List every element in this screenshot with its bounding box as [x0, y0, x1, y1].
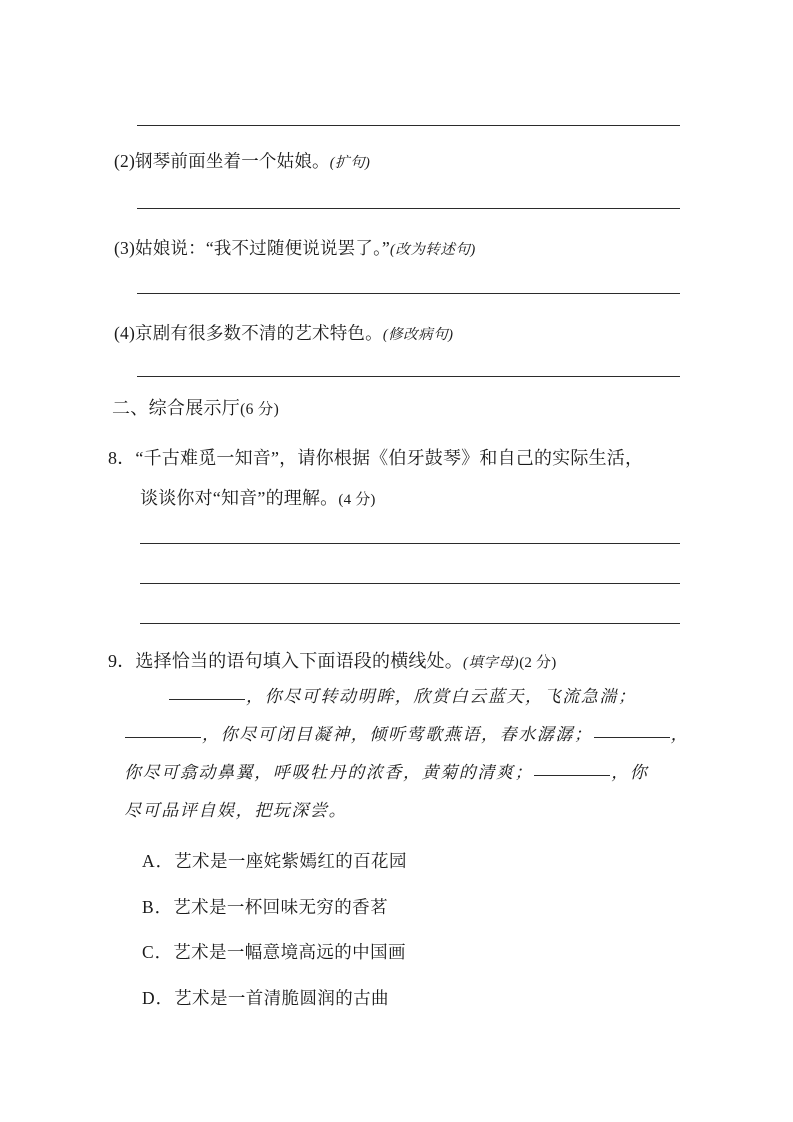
- question-item-4: [114, 325, 454, 343]
- question-9-stem: 选择恰当的语句填入下面语段的横线处。: [135, 651, 464, 671]
- answer-rule[interactable]: [137, 376, 680, 377]
- question-item-4-hint: (修改病句): [382, 327, 454, 343]
- question-9-hint: (填字母): [463, 655, 520, 671]
- question-8-score: (4 分): [338, 492, 376, 508]
- passage-text: ，你尽可转动明眸，欣赏白云蓝天，飞流急湍；: [246, 687, 637, 706]
- option-c-label: C．: [142, 942, 174, 962]
- section-heading-two-label: 二、综合展示厅: [112, 398, 241, 418]
- passage-blank[interactable]: [169, 699, 245, 700]
- question-8-continuation: [140, 489, 376, 508]
- question-9-passage-line-3: [124, 764, 648, 781]
- passage-blank[interactable]: [534, 775, 610, 776]
- option-a-label: A．: [142, 851, 175, 871]
- option-d-text: 艺术是一首清脆圆润的古曲: [174, 988, 389, 1008]
- section-heading-two: [112, 399, 279, 418]
- question-9-score: (2 分): [519, 655, 557, 671]
- question-9-passage-line-4: [124, 802, 347, 819]
- option-c-text: 艺术是一幅意境高远的中国画: [173, 942, 406, 962]
- question-item-4-marker: (4): [114, 323, 136, 343]
- question-item-2: [114, 153, 370, 171]
- option-a[interactable]: [142, 853, 407, 871]
- answer-rule[interactable]: [137, 293, 680, 294]
- option-b[interactable]: [142, 899, 388, 917]
- passage-blank[interactable]: [594, 737, 670, 738]
- question-8-line2: 谈谈你对“知音”的理解。: [140, 488, 339, 508]
- question-9-passage-line-1: [168, 688, 637, 705]
- answer-rule-q8-1[interactable]: [140, 543, 680, 544]
- passage-text: ，你: [611, 763, 649, 782]
- question-8-line1: “千古难觅一知音”，请你根据《伯牙鼓琴》和自己的实际生活，: [135, 448, 644, 468]
- question-item-2-hint: (扩句): [329, 155, 371, 171]
- option-c[interactable]: [142, 944, 406, 962]
- option-d[interactable]: [142, 990, 389, 1008]
- option-d-label: D．: [142, 988, 175, 1008]
- answer-rule[interactable]: [137, 125, 680, 126]
- question-8: [108, 449, 643, 467]
- answer-rule-q8-2[interactable]: [140, 583, 680, 584]
- passage-text: 你尽可翕动鼻翼，呼吸牡丹的浓香，黄菊的清爽；: [124, 763, 534, 782]
- question-item-3-marker: (3): [114, 238, 136, 258]
- question-9: [108, 652, 556, 671]
- section-heading-two-score: (6 分): [240, 401, 280, 418]
- passage-text: 尽可品评自娱，把玩深尝。: [124, 801, 348, 820]
- question-item-3-text: 姑娘说：“我不过随便说说罢了。”: [135, 238, 390, 258]
- question-item-3: [114, 240, 476, 258]
- option-a-text: 艺术是一座姹紫嫣红的百花园: [174, 851, 407, 871]
- passage-text: ，: [670, 725, 690, 744]
- answer-rule[interactable]: [137, 208, 680, 209]
- passage-blank[interactable]: [125, 737, 201, 738]
- question-8-number: 8．: [108, 448, 136, 468]
- question-9-number: 9．: [108, 651, 136, 671]
- option-b-text: 艺术是一杯回味无穷的香茗: [173, 897, 388, 917]
- question-item-2-text: 钢琴前面坐着一个姑娘。: [135, 151, 330, 171]
- option-b-label: B．: [142, 897, 174, 917]
- passage-text: ，你尽可闭目凝神，倾听莺歌燕语，春水潺潺；: [202, 725, 593, 744]
- question-item-2-marker: (2): [114, 151, 136, 171]
- question-item-4-text: 京剧有很多数不清的艺术特色。: [135, 323, 383, 343]
- question-9-passage-line-2: [124, 726, 689, 743]
- question-item-3-hint: (改为转述句): [390, 242, 476, 258]
- answer-rule-q8-3[interactable]: [140, 623, 680, 624]
